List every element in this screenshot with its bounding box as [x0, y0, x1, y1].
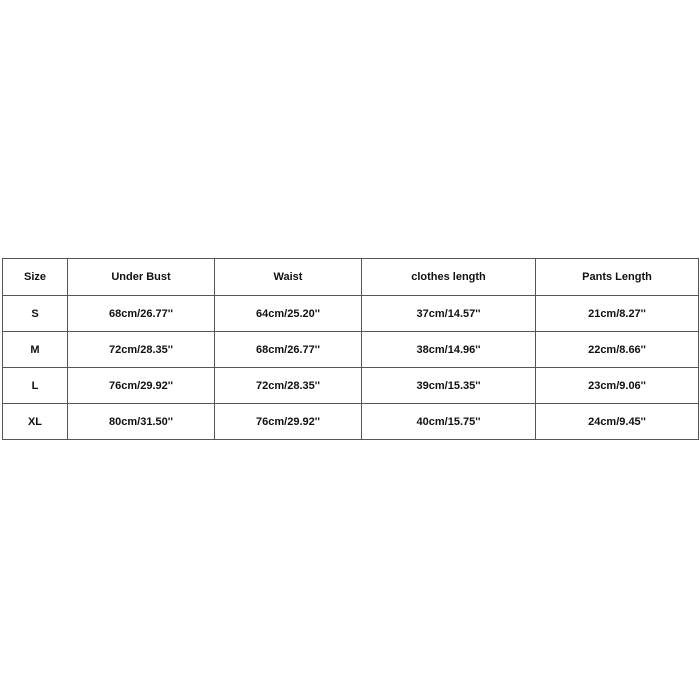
size-cell: S — [3, 296, 68, 332]
table-row — [3, 368, 699, 404]
waist-cell: 68cm/26.77'' — [215, 332, 362, 368]
pants-length-cell: 24cm/9.45'' — [536, 404, 699, 440]
waist-cell: 64cm/25.20'' — [215, 296, 362, 332]
size-cell: M — [3, 332, 68, 368]
column-header-pants-length: Pants Length — [536, 259, 699, 296]
under-bust-cell: 80cm/31.50'' — [68, 404, 215, 440]
size-cell: XL — [3, 404, 68, 440]
column-header-size: Size — [3, 259, 68, 296]
clothes-length-cell: 38cm/14.96'' — [362, 332, 536, 368]
clothes-length-cell: 37cm/14.57'' — [362, 296, 536, 332]
pants-length-cell: 21cm/8.27'' — [536, 296, 699, 332]
waist-cell: 76cm/29.92'' — [215, 404, 362, 440]
under-bust-cell: 68cm/26.77'' — [68, 296, 215, 332]
size-cell: L — [3, 368, 68, 404]
size-chart-table — [2, 258, 699, 440]
table-row — [3, 296, 699, 332]
under-bust-cell: 72cm/28.35'' — [68, 332, 215, 368]
table-row — [3, 332, 699, 368]
column-header-waist: Waist — [215, 259, 362, 296]
column-header-clothes-length: clothes length — [362, 259, 536, 296]
pants-length-cell: 22cm/8.66'' — [536, 332, 699, 368]
pants-length-cell: 23cm/9.06'' — [536, 368, 699, 404]
column-header-under-bust: Under Bust — [68, 259, 215, 296]
under-bust-cell: 76cm/29.92'' — [68, 368, 215, 404]
clothes-length-cell: 40cm/15.75'' — [362, 404, 536, 440]
clothes-length-cell: 39cm/15.35'' — [362, 368, 536, 404]
waist-cell: 72cm/28.35'' — [215, 368, 362, 404]
table-row — [3, 404, 699, 440]
table-header-row — [3, 259, 699, 296]
